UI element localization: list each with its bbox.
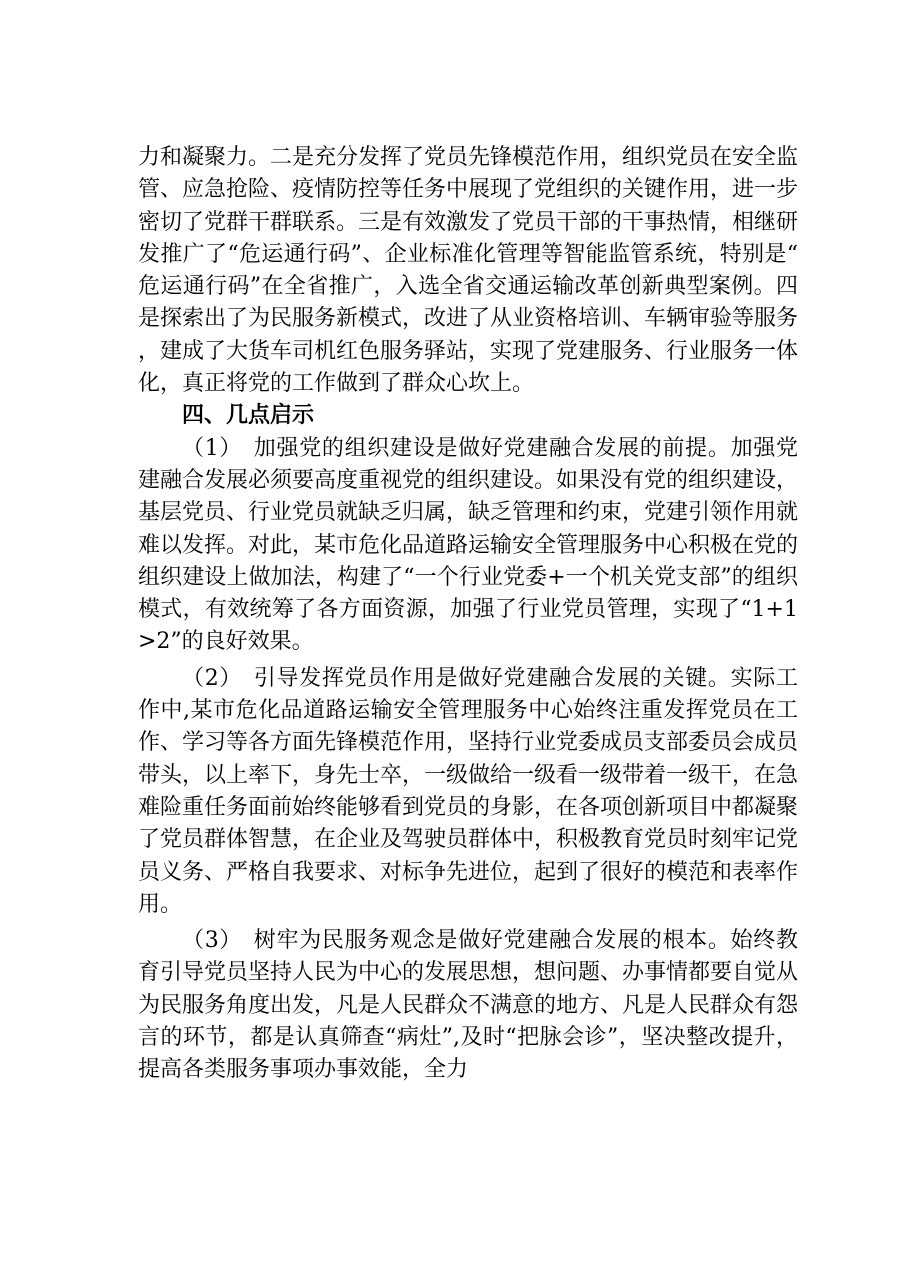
paragraph-insight-1: （1） 加强党的组织建设是做好党建融合发展的前提。加强党建融合发展必须要高度重视党的组织建设。如果没有党的组织建设，基层党员、行业党员就缺乏归属，缺乏管理和约束，党建引领作用就难以发挥。对此，某市危化品道路运输安全管理服务中心积极在党的组织建设上做加法，构建了“一个行业党委+一个机关党支部”的组织模式，有效统筹了各方面资源，加强了行业党员管理，实现了“1+1>2”的良好效果。 <box>138 435 799 655</box>
paragraph-achievements: 力和凝聚力。二是充分发挥了党员先锋模范作用，组织党员在安全监管、应急抢险、疫情防控等任务中展现了党组织的关键作用，进一步密切了党群干群联系。三是有效激发了党员干部的干事热情，相继研发推广了“危运通行码”、企业标准化管理等智能监管系统，特别是“危运通行码”在全省推广，入选全省交通运输改革创新典型案例。四是探索出了为民服务新模式，改进了从业资格培训、车辆审验等服务，建成了大货车司机红色服务驿站，实现了党建服务、行业服务一体化，真正将党的工作做到了群众心坎上。 <box>138 145 799 397</box>
section-heading-insights: 四、几点启示 <box>182 403 315 429</box>
paragraph-insight-3: （3） 树牢为民服务观念是做好党建融合发展的根本。始终教育引导党员坚持人民为中心的发展思想，想问题、办事情都要自觉从为民服务角度出发，凡是人民群众不满意的地方、凡是人民群众有怨言的环节，都是认真筛查“病灶”,及时“把脉会诊”，坚决整改提升，提高各类服务事项办事效能，全力 <box>138 928 799 1083</box>
paragraph-insight-2: （2） 引导发挥党员作用是做好党建融合发展的关键。实际工作中,某市危化品道路运输安全管理服务中心始终注重发挥党员在工作、学习等各方面先锋模范作用，坚持行业党委成员支部委员会成员带头，以上率下，身先士卒，一级做给一级看一级带着一级干，在急难险重任务面前始终能够看到党员的身影，在各项创新项目中都凝聚了党员群体智慧，在企业及驾驶员群体中，积极教育党员时刻牢记党员义务、严格自我要求、对标争先进位，起到了很好的模范和表率作用。 <box>138 665 799 917</box>
document-body <box>138 142 798 1087</box>
